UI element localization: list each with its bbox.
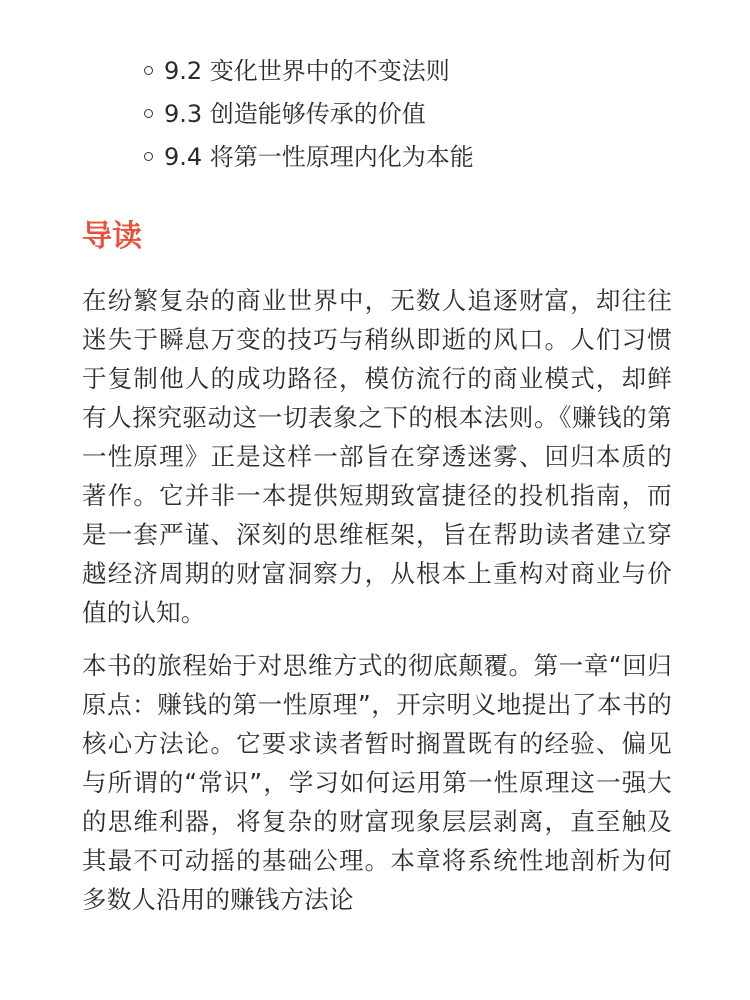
hollow-circle-bullet-icon: [144, 109, 153, 118]
toc-item-9-3[interactable]: [164, 93, 672, 136]
toc-item-9-2[interactable]: [164, 50, 672, 93]
table-of-contents-sublist: [82, 50, 672, 179]
toc-item-9-4[interactable]: [164, 136, 672, 179]
body-paragraph-1: 在纷繁复杂的商业世界中，无数人追逐财富，却往往迷失于瞬息万变的技巧与稍纵即逝的风口。人们习惯于复制他人的成功路径，模仿流行的商业模式，却鲜有人探究驱动这一切表象之下的根本法则。《赚钱的第一性原理》正是这样一部旨在穿透迷雾、回归本质的著作。它并非一本提供短期致富捷径的投机指南，而是一套严谨、深刻的思维框架，旨在帮助读者建立穿越经济周期的财富洞察力，从根本上重构对商业与价值的认知。: [82, 286, 672, 627]
section-heading: 导读: [82, 219, 142, 254]
body-paragraph-2: 本书的旅程始于对思维方式的彻底颠覆。第一章“回归原点：赚钱的第一性原理”，开宗明义地提出了本书的核心方法论。它要求读者暂时搁置既有的经验、偏见与所谓的“常识”，学习如何运用第一性原理这一强大的思维利器，将复杂的财富现象层层剥离，直至触及其最不可动摇的基础公理。本章将系统性地剖析为何多数人沿用的赚钱方法论: [82, 651, 672, 914]
toc-item-label: 9.4 将第一性原理内化为本能: [164, 143, 474, 171]
toc-item-label: 9.3 创造能够传承的价值: [164, 100, 426, 128]
hollow-circle-bullet-icon: [144, 66, 153, 75]
toc-item-label: 9.2 变化世界中的不变法则: [164, 57, 450, 85]
hollow-circle-bullet-icon: [144, 152, 153, 161]
document-page: [82, 50, 672, 919]
